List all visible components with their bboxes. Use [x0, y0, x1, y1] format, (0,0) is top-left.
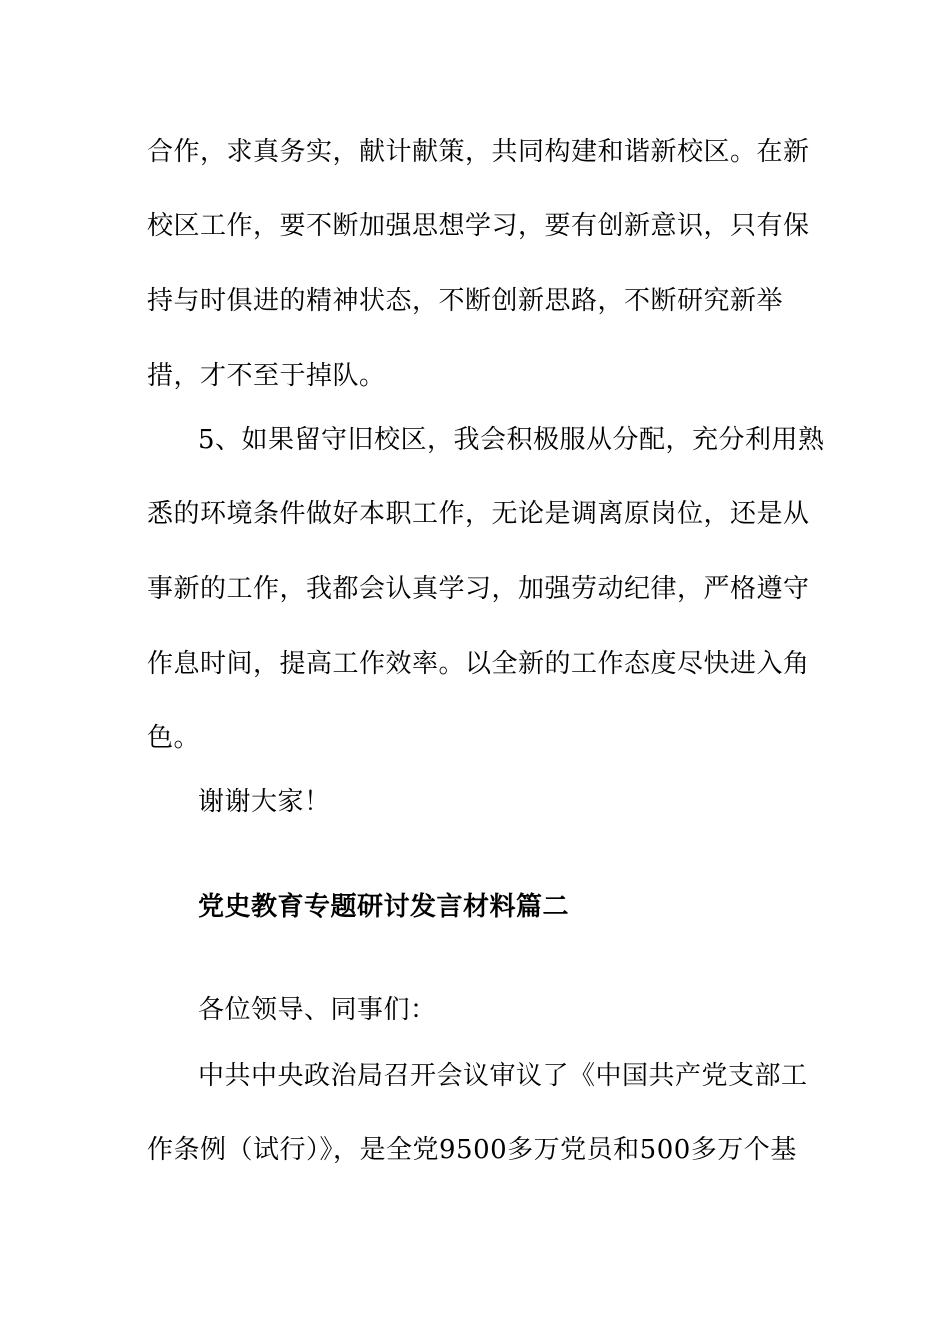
closing-line: 谢谢大家！ — [198, 787, 331, 817]
paragraph-line: 作息时间，提高工作效率。以全新的工作态度尽快进入角 — [147, 649, 810, 679]
paragraph-line: 持与时俱进的精神状态，不断创新思路，不断研究新举 — [147, 286, 784, 316]
paragraph-line: 作条例（试行）》，是全党9500多万党员和500多万个基 — [147, 1135, 797, 1165]
paragraph-line: 5、如果留守旧校区，我会积极服从分配，充分利用熟 — [198, 425, 825, 455]
paragraph-line: 悉的环境条件做好本职工作，无论是调离原岗位，还是从 — [147, 499, 810, 529]
paragraph-line: 合作，求真务实，献计献策，共同构建和谐新校区。在新 — [147, 137, 810, 167]
paragraph-line: 措，才不至于掉队。 — [147, 361, 386, 391]
paragraph-line: 事新的工作，我都会认真学习，加强劳动纪律，严格遵守 — [147, 574, 810, 604]
salutation-line: 各位领导、同事们： — [198, 995, 437, 1025]
paragraph-line: 色。 — [147, 723, 201, 753]
section-heading: 党史教育专题研讨发言材料篇二 — [198, 892, 570, 922]
paragraph-line: 中共中央政治局召开会议审议了《中国共产党支部工 — [198, 1061, 808, 1091]
paragraph-line: 校区工作，要不断加强思想学习，要有创新意识，只有保 — [147, 211, 810, 241]
